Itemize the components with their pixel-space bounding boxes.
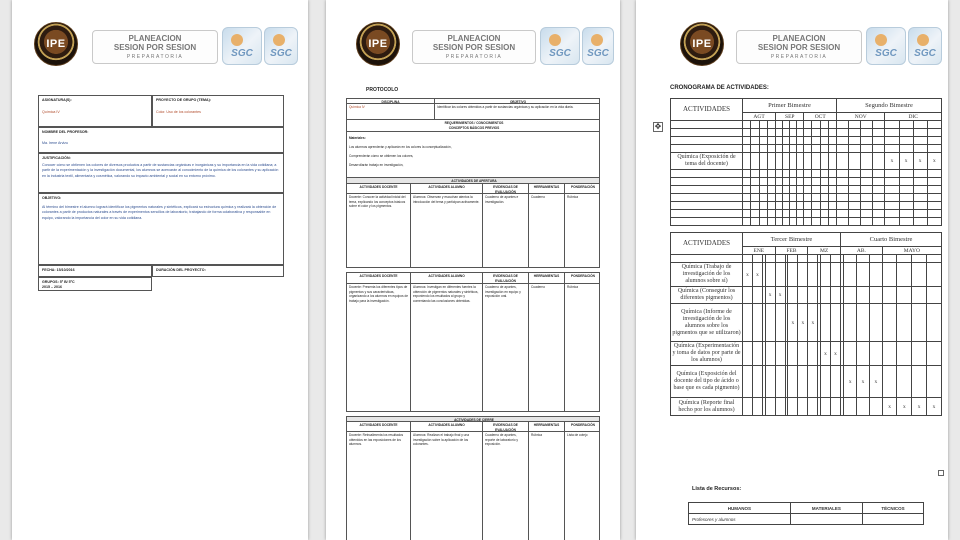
header-title-box: PLANEACION SESION POR SESION PREPARATORIA xyxy=(412,30,536,64)
rec-col-humanos: HUMANOS xyxy=(689,503,791,514)
schedule-mark: x xyxy=(882,398,897,416)
header-subtitle: PREPARATORIA xyxy=(126,54,184,60)
sgc-logo-secondary: SGC xyxy=(264,27,298,65)
duracion-cell: DURACIÓN DEL PROYECTO: xyxy=(152,265,284,277)
activity-label: Química (Reporte final hecho por los alumnos) xyxy=(671,398,743,416)
competencias-row: REQUERIMIENTOS / CONOCIMIENTOS CONCEPTOS BÁSICOS PREVIOS xyxy=(346,120,600,132)
cronograma-row xyxy=(671,129,942,137)
document-page-3 xyxy=(636,0,948,540)
sgc-logo: SGC xyxy=(540,27,580,65)
activity-label: Química (Informe de investigación de los alumnos sobre los pigmentos que se utilizaron) xyxy=(671,304,743,342)
section1-body: Docente: Conocer la actividad inicial del tema, explicando los conceptos básicos sobre el color y los pigmentos. Alumnos: Observan y escuchan atentos la introducción del tema y participan activamente. Cuaderno de apuntes e investigación. Cuaderno Rúbrica xyxy=(346,194,600,268)
schedule-mark: x xyxy=(869,366,882,398)
schedule-mark: x xyxy=(927,153,941,170)
proyecto-cell: PROYECTO DE GRUPO (TEMA): Color. Uso de los colorantes xyxy=(152,95,284,127)
cronograma-row xyxy=(671,121,942,129)
cronograma-row xyxy=(671,366,942,398)
protocolo-title: PROTOCOLO xyxy=(366,87,399,93)
sgc-logo: SGC xyxy=(222,27,262,65)
table-move-handle-icon[interactable]: ✥ xyxy=(654,122,662,131)
section3-col-headers: ACTIVIDADES DOCENTE ACTIVIDADES ALUMNO EVIDENCIAS DE EVALUACIÓN HERRAMIENTAS PONDERACIÓN xyxy=(346,422,600,432)
schedule-mark: x xyxy=(899,153,913,170)
cronograma-row xyxy=(671,398,942,416)
cronograma-row xyxy=(671,145,942,153)
schedule-mark: x xyxy=(820,342,830,366)
activity-label: Química (Conseguir los diferentes pigmentos) xyxy=(671,287,743,304)
cronograma-row xyxy=(671,178,942,186)
cronograma-row xyxy=(671,137,942,145)
activity-label: Química (Trabajo de investigación de los alumnos sobre sí) xyxy=(671,263,743,287)
schedule-mark: x xyxy=(775,287,785,304)
schedule-mark: x xyxy=(912,398,927,416)
schedule-mark: x xyxy=(830,342,840,366)
section2-body: Docente: Presenta los diferentes tipos de pigmentos y sus características, organizando a los alumnos en equipos de trabajo para la investigación. Alumnos: Investigan en diferentes fuentes la obtención de pigmentos naturales y sintéticos, exponiendo los resultados al grupo y comentando las conclusiones obtenidas. Cuaderno de apuntes, investigación en equipo y exposición oral. Cuaderno Rúbrica xyxy=(346,284,600,412)
cronograma-row xyxy=(671,170,942,178)
cronograma-row xyxy=(671,263,942,287)
header-title-1: PLANEACION xyxy=(128,34,182,43)
cronograma-row xyxy=(671,287,942,304)
rec-col-materiales: MATERIALES xyxy=(790,503,862,514)
document-page-2 xyxy=(326,0,620,540)
cronograma-row xyxy=(671,194,942,202)
recursos-table xyxy=(688,502,924,525)
cronograma-row xyxy=(671,255,942,263)
activity-label: Química (Exposición del docente del tipo de ácido o base que es cada pigmento) xyxy=(671,366,743,398)
rec-col-tecnicos: TÉCNICOS xyxy=(863,503,924,514)
section-apertura-band: ACTIVIDADES DE APERTURA xyxy=(346,178,600,184)
cronograma-table-1: ACTIVIDADES Primer Bimestre Segundo Bimestre AGT SEP OCT NOV DIC Química (Exposición de tema del docente) x x x x xyxy=(670,98,942,226)
cronograma-row xyxy=(671,218,942,226)
sgc-logo: SGC xyxy=(866,27,906,65)
protocol-discipline-row: Química IV Identificar los colores obtenidos a partir de sustancias orgánicas y su aplicación en la vida diaria. xyxy=(346,104,600,120)
section-cierre-band: ACTIVIDADES DE CIERRE xyxy=(346,416,600,422)
recursos-title: Lista de Recursos: xyxy=(692,486,742,492)
cronograma-row xyxy=(671,186,942,194)
header-title-2: SESION POR SESION xyxy=(113,43,197,52)
cronograma-table-2: ACTIVIDADES Tercer Bimestre Cuarto Bimestre ENE FEB MZ AB. MAYO Química (Trabajo de investigación de los alumnos sobre sí) x x Química (Conseguir los diferentes pigmentos) x x Química (Informe de investigación de los alumnos sobre los pigmentos que se utilizaron) x x x Química (Experimentación y toma de datos por parte de los alumnos) x x Química (Exposición del docente del tipo de ácido o base que es cada pigmento) x x x Química (Reporte final hecho por los alumnos) x x x x xyxy=(670,232,942,416)
grupos-cell: GRUPOS: 5º B/ 5ºC 2015 – 2016 xyxy=(38,277,152,291)
ipe-seal-logo: IPE xyxy=(680,22,724,66)
schedule-mark: x xyxy=(913,153,927,170)
schedule-mark: x xyxy=(808,304,818,342)
header-title-box xyxy=(92,30,218,64)
cronograma-row xyxy=(671,304,942,342)
schedule-mark: x xyxy=(743,263,753,287)
sgc-logo-secondary: SGC xyxy=(582,27,614,65)
activity-label: Química (Experimentación y toma de datos por parte de los alumnos) xyxy=(671,342,743,366)
section2-col-headers: ACTIVIDADES DOCENTE ACTIVIDADES ALUMNO EVIDENCIAS DE EVALUACIÓN HERRAMIENTAS PONDERACIÓN xyxy=(346,272,600,284)
cronograma-row xyxy=(671,210,942,218)
rec-humanos-value: Profesores y alumnos xyxy=(689,514,791,525)
ipe-seal-logo: IPE xyxy=(356,22,400,66)
schedule-mark: x xyxy=(897,398,912,416)
schedule-mark: x xyxy=(765,287,775,304)
section1-col-headers: ACTIVIDADES DOCENTE ACTIVIDADES ALUMNO EVIDENCIAS DE EVALUACIÓN HERRAMIENTAS PONDERACIÓN xyxy=(346,184,600,194)
cronograma-row xyxy=(671,342,942,366)
protocol-head-row: DISCIPLINA OBJETIVO xyxy=(346,98,600,104)
asignatura-cell: ASIGNATURA(S): Química IV xyxy=(38,95,152,127)
table-resize-handle-icon[interactable] xyxy=(938,470,944,476)
activity-label: Química (Exposición de tema del docente) xyxy=(671,153,743,170)
profesor-cell: NOMBRE DEL PROFESOR: Ma. Irene Arvizu xyxy=(38,127,284,153)
schedule-mark: x xyxy=(926,398,941,416)
ipe-seal-logo: IPE xyxy=(34,22,78,66)
document-page-1 xyxy=(12,0,308,540)
header-title-box: PLANEACION SESION POR SESION PREPARATORIA xyxy=(736,30,862,64)
schedule-mark: x xyxy=(844,366,857,398)
justificacion-cell: JUSTIFICACIÓN: Conocer cómo se obtienen los colores de diversos productos a partir de sustancias orgánicas e inorgánicas y su importancia en la vida cotidiana; a partir de la experimentación y la investigación documental, los alumnos se acercarán al conocimiento de la química de los colorantes y su aplicación en la industria textil, alimentaria y cosmética, valorando su impacto ambiental y social en su entorno próximo. xyxy=(38,153,284,193)
schedule-mark: x xyxy=(857,366,870,398)
schedule-mark: x xyxy=(885,153,899,170)
cronograma-row xyxy=(671,153,942,170)
schedule-mark: x xyxy=(788,304,798,342)
fecha-cell: FECHA: 15/10/2016 xyxy=(38,265,152,277)
section3-body: Docente: Retroalimenta los resultados obtenidos en las exposiciones de los alumnos. Alumnos: Realizan el trabajo final y una investigación sobre la aplicación de los colorantes. Cuaderno de apuntes, reporte de laboratorio y exposición. Rúbrica Lista de cotejo xyxy=(346,432,600,540)
cronograma-title: CRONOGRAMA DE ACTIVIDADES: xyxy=(670,85,769,91)
requerimientos-row: Materiales: Los alumnos aprenderán y aplicarán en los colores la conceptualización, Comprenderán cómo se obtienen los colores, Desarrollarán trabajo en investigación, xyxy=(346,132,600,178)
schedule-mark: x xyxy=(798,304,808,342)
schedule-mark: x xyxy=(753,263,763,287)
cronograma-row xyxy=(671,202,942,210)
objetivo-cell: OBJETIVO: Al término del bimestre el alumno logrará identificar los pigmentos naturales y sintéticos, explicará su estructura química y realizará la obtención de colorantes a partir de productos naturales a través de experimentos sencillos de laboratorio, trabajando de forma colaborativa y responsable en equipo, valorando la importancia del color en su vida cotidiana. xyxy=(38,193,284,265)
sgc-logo-secondary: SGC xyxy=(908,27,942,65)
